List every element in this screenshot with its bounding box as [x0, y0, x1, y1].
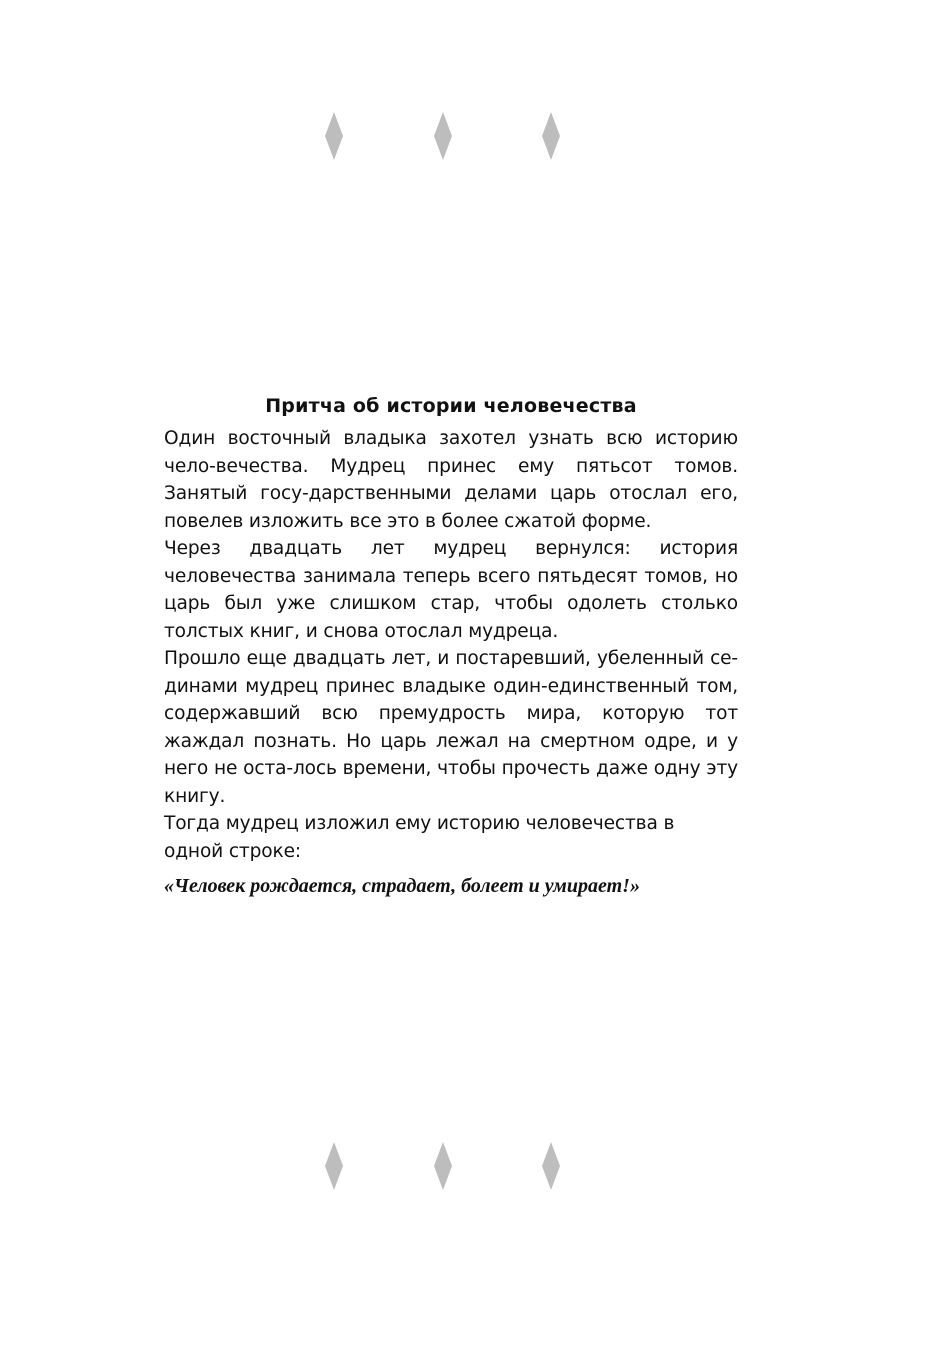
article-quote: «Человек рождается, страдает, болеет и умирает!» — [164, 875, 640, 897]
article-paragraph-4: Тогда мудрец изложил ему историю человечества в одной строке: — [164, 813, 675, 862]
diamond-icon — [325, 112, 343, 160]
diamond-icon — [325, 1142, 343, 1190]
bottom-ornament-row — [0, 1142, 945, 1192]
article-title: Притча об истории человечества — [265, 395, 637, 417]
article-paragraph-1: Один восточный владыка захотел узнать всю историю чело-вечества. Мудрец принес ему пятьсот томов. Занятый госу-дарственными делами царь отослал его, повелев изложить все это в более сжатой форме. — [164, 428, 738, 532]
diamond-icon — [542, 1142, 560, 1190]
article-paragraph-3: Прошло еще двадцать лет, и постаревший, убеленный се-динами мудрец принес владыке один-единственный том, содержавший всю премудрость мира, которую тот жаждал познать. Но царь лежал на смертном одре, и у него не оста-лось времени, чтобы прочесть даже одну эту книгу. — [164, 648, 738, 807]
article-paragraph-2: Через двадцать лет мудрец вернулся: история человечества занимала теперь всего пятьдесят томов, но царь был уже слишком стар, чтобы одолеть столько толстых книг, и снова отослал мудреца. — [164, 538, 738, 642]
parable-article — [164, 395, 738, 900]
diamond-icon — [542, 112, 560, 160]
top-ornament-row — [0, 112, 945, 162]
diamond-icon — [434, 112, 452, 160]
diamond-icon — [434, 1142, 452, 1190]
